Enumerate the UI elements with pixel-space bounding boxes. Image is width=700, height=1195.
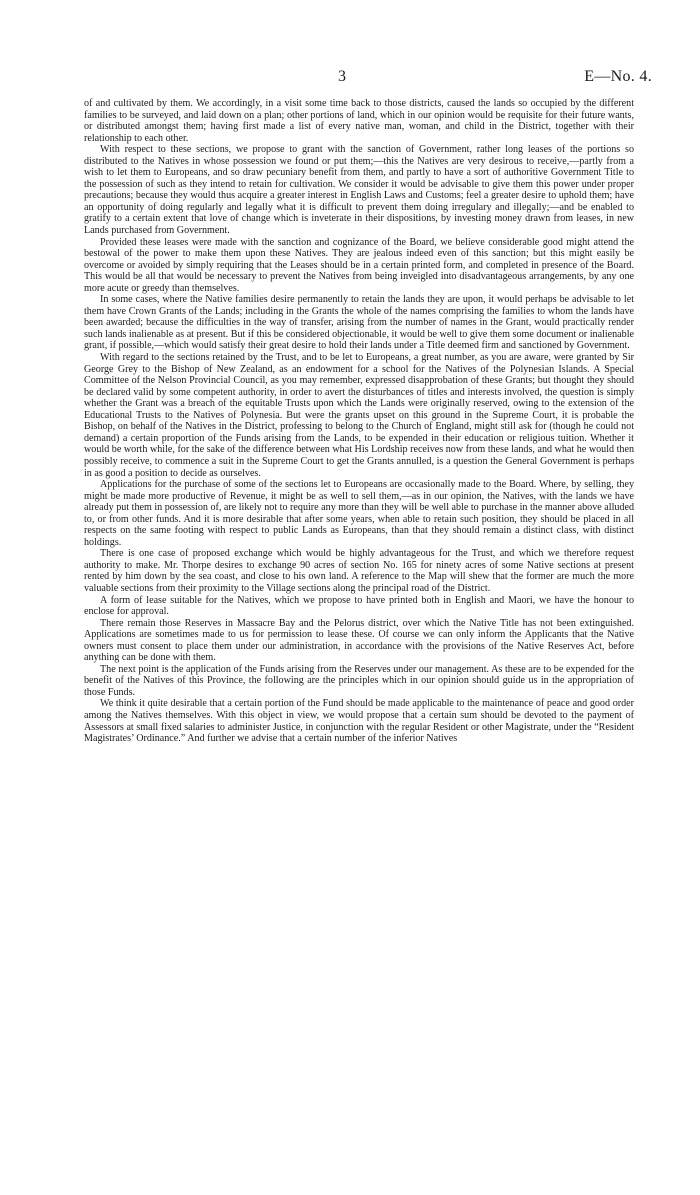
paragraph-crown-grants: In some cases, where the Native families desire permanently to retain the lands they are upon, it would perhaps be advisable to let them have Crown Grants of the Lands; including in the Grants the whole of the names comprising the families to whom the lands have been awarded; because the difficulties in the way of transfer, arising from the number of names in the Grant, would practically render such lands inalienable as at present. But if this be considered objectionable, it would be well to give them some document or inalienable grant, if possible,—which would satisfy their great desire to hold their lands under a Title deemed firm and sanctioned by Government. <box>84 294 634 352</box>
body-text <box>84 98 634 745</box>
paragraph-trust-sections: With regard to the sections retained by the Trust, and to be let to Europeans, a great number, as you are aware, were granted by Sir George Grey to the Bishop of New Zealand, as an endowment for a school for the Natives of the Polynesian Islands. A Special Committee of the Nelson Provincial Council, as you may remember, expressed disapprobation of these Grants; but thought they should be declared valid by some competent authority, in order to avert the disturbances of titles and interests involved, the question is simply whether the Grant was a breach of the equitable Trusts upon which the Lands were originally reserved, owing to the extension of the Educational Trusts to the Natives of Polynesia. But were the grants upset on this ground in the Supreme Court, it is probable the Bishop, on behalf of the Natives in the District, professing to belong to the Church of England, might still ask for (though he could not demand) a certain proportion of the Funds arising from the Lands, to be expended in their education or religious tuition. Whether it would be worth while, for the sake of the difference between what His Lordship receives now from these lands, and what he would then possibly receive, to commence a suit in the Supreme Court to get the Grants annulled, is a question the General Government is perhaps in as good a position to decide as ourselves. <box>84 352 634 479</box>
paragraph-funds-application: The next point is the application of the Funds arising from the Reserves under our management. As these are to be expended for the benefit of the Natives of this Province, the following are the principles which in our opinion should guide us in the appropriation of those Funds. <box>84 663 634 698</box>
paragraph-purchase-applications: Applications for the purchase of some of the sections let to Europeans are occasionally made to the Board. Where, by selling, they might be made more productive of Revenue, it might be as well to sell them,—as in our opinion, the Natives, with the lands we have already put them in possession of, are likely not to require any more than they will be well able to purchase in the manner above alluded to, or from other funds. And it is more desirable that after some years, when able to retain such position, they should be placed in all respects on the same footing with respect to public Lands as Europeans, than that they should remain a distinct class, with distinct holdings. <box>84 479 634 548</box>
page-header <box>0 68 700 90</box>
paragraph-board-sanction: Provided these leases were made with the sanction and cognizance of the Board, we believe considerable good might attend the bestowal of the power to make them upon these Natives. They are jealous indeed even of this sanction; but this might easily be overcome or avoided by simply requiring that the Leases should be in a certain printed form, and completed in presence of the Board. This would be all that would be necessary to prevent the Natives from being inveigled into disadvantageous arrangements, by any one more acute or greedy than themselves. <box>84 236 634 294</box>
document-reference: E—No. 4. <box>584 68 652 85</box>
paragraph-continuation: of and cultivated by them. We accordingly, in a visit some time back to those districts, caused the lands so occupied by the different families to be surveyed, and laid down on a plan; other portions of land, which in our opinion would be requisite for their future wants, or distributed amongst them; having first made a list of every native man, woman, and child in the District, together with their relationship to each other. <box>84 98 634 144</box>
page-number: 3 <box>338 68 346 85</box>
paragraph-remaining-reserves: There remain those Reserves in Massacre Bay and the Pelorus district, over which the Native Title has not been extinguished. Applications are sometimes made to us for permission to lease these. Of course we can only inform the Applicants that the Native owners must consent to place them under our administration, in accordance with the provisions of the Native Reserves Act, before anything can be done with them. <box>84 617 634 664</box>
paragraph-peace-order: We think it quite desirable that a certain portion of the Fund should be made applicable to the maintenance of peace and good order among the Natives themselves. With this object in view, we would propose that a certain sum should be devoted to the payment of Assessors at small fixed salaries to administer Justice, in conjunction with the regular Resident or other Magistrate, under the “Resident Magistrates’ Ordinance.” And further we advise that a certain number of the inferior Natives <box>84 698 634 745</box>
paragraph-exchange: There is one case of proposed exchange which would be highly advantageous for the Trust, and which we therefore request authority to make. Mr. Thorpe desires to exchange 90 acres of section No. 165 for ninety acres of some Native sections at present rented by him down by the sea coast, and close to his own land. A reference to the Map will shew that the former are much the more valuable sections from their proximity to the Village sections along the principal road of the District. <box>84 548 634 594</box>
paragraph-lease-form: A form of lease suitable for the Natives, which we propose to have printed both in English and Maori, we have the honour to enclose for approval. <box>84 594 634 618</box>
paragraph-leases: With respect to these sections, we propose to grant with the sanction of Government, rather long leases of the portions so distributed to the Natives in whose possession we found or put them;—this the Natives are very desirous to receive,—partly from a wish to let them to Europeans, and so draw pecuniary benefit from them, and partly to have a sort of authoritive Government Title to the possession of such as they intend to retain for cultivation. We consider it would be advisable to give them this power under proper precautions; because they would thus acquire a greater interest in English Laws and Customs; feel a greater desire to uphold them; have an opportunity of doing regularly and legally what it is difficult to prevent them doing irregulary and illegally;—and be enabled to gratify to a certain extent that love of change which is inveterate in their dispositions, by investing money drawn from leases, in new Lands purchased from Government. <box>84 144 634 237</box>
